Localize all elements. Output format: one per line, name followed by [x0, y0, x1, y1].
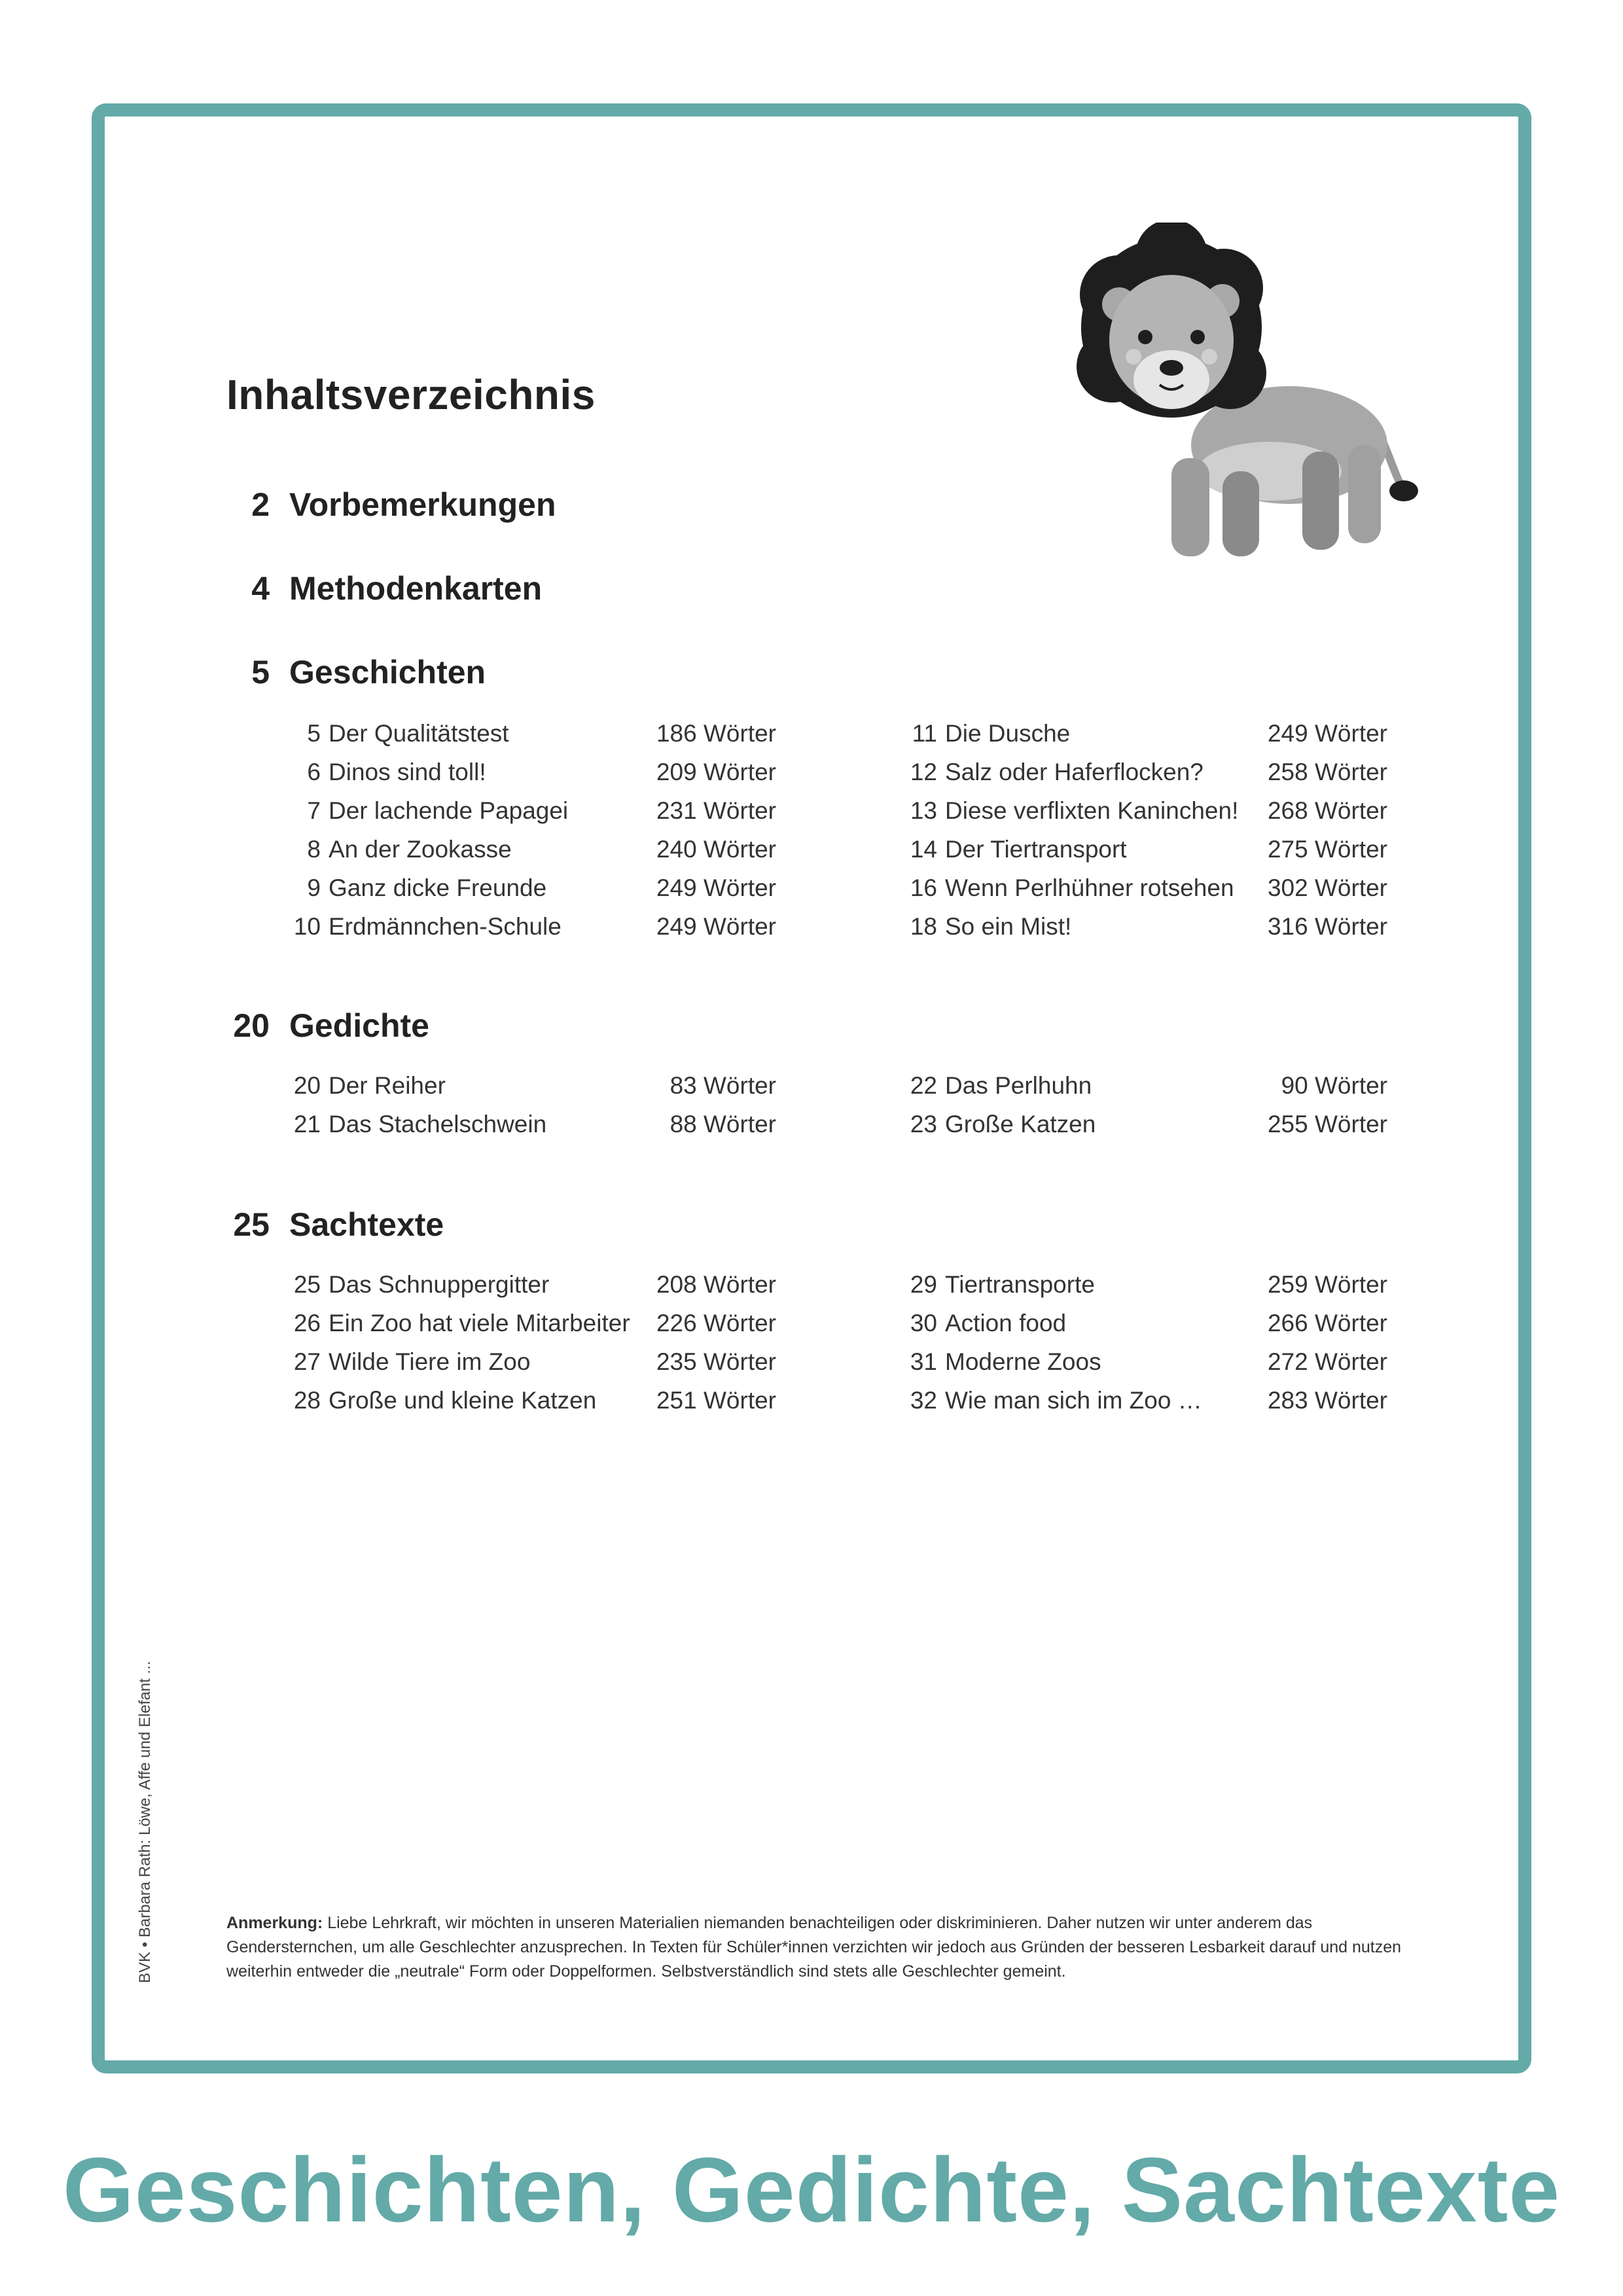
entry-title: Das Schnuppergitter	[329, 1271, 550, 1298]
entry-title: Das Stachelschwein	[329, 1111, 547, 1138]
section-page: 2	[251, 486, 270, 523]
entry-page: 31	[910, 1348, 937, 1375]
section-page: 5	[251, 654, 270, 691]
toc-entry	[910, 874, 1387, 902]
toc-entry	[307, 836, 776, 863]
toc-entry	[910, 1111, 1387, 1138]
entry-title: Der lachende Papagei	[329, 797, 569, 824]
annotation-note	[226, 1911, 1404, 1984]
entry-title: Wenn Perlhühner rotsehen	[945, 874, 1234, 901]
entry-page: 23	[910, 1111, 937, 1138]
toc-entry	[293, 1271, 776, 1299]
entry-word-count: 251 Wörter	[656, 1387, 776, 1414]
section-label: Geschichten	[289, 654, 486, 691]
entry-page: 29	[910, 1271, 937, 1298]
entry-word-count: 90 Wörter	[1281, 1072, 1387, 1099]
entry-title: Diese verflixten Kaninchen!	[945, 797, 1239, 824]
entry-title: Der Tiertransport	[945, 836, 1127, 863]
section-page: 20	[233, 1007, 270, 1044]
entry-page: 11	[912, 720, 937, 747]
entry-word-count: 259 Wörter	[1267, 1271, 1387, 1298]
toc-entry	[910, 759, 1387, 786]
entry-word-count: 302 Wörter	[1267, 874, 1387, 901]
entry-page: 12	[910, 759, 937, 785]
entry-title: Wilde Tiere im Zoo	[329, 1348, 531, 1375]
entry-word-count: 316 Wörter	[1267, 913, 1387, 940]
section-geschichten	[251, 653, 486, 691]
entry-title: Dinos sind toll!	[329, 759, 486, 785]
entry-title: Das Perlhuhn	[945, 1072, 1092, 1099]
toc-entry	[910, 913, 1387, 941]
entry-page: 10	[293, 913, 321, 940]
entry-word-count: 186 Wörter	[656, 720, 776, 747]
section-page: 25	[233, 1206, 270, 1243]
section-gedichte	[233, 1007, 429, 1045]
entry-word-count: 83 Wörter	[669, 1072, 776, 1099]
toc-entry	[307, 720, 776, 747]
entry-title: Moderne Zoos	[945, 1348, 1101, 1375]
section-label: Sachtexte	[289, 1206, 444, 1243]
toc-entry	[293, 1387, 776, 1414]
entry-page: 21	[293, 1111, 321, 1138]
entry-page: 28	[293, 1387, 321, 1414]
toc-entry	[910, 1387, 1387, 1414]
entry-word-count: 249 Wörter	[1267, 720, 1387, 747]
entry-word-count: 272 Wörter	[1267, 1348, 1387, 1375]
entry-title: Ganz dicke Freunde	[329, 874, 547, 901]
section-label: Vorbemerkungen	[289, 486, 556, 523]
entry-page: 20	[293, 1072, 321, 1099]
entry-word-count: 268 Wörter	[1267, 797, 1387, 824]
entry-title: An der Zookasse	[329, 836, 512, 863]
toc-entry	[307, 759, 776, 786]
entry-page: 18	[910, 913, 937, 940]
entry-page: 8	[307, 836, 321, 863]
entry-page: 9	[307, 874, 321, 901]
toc-entry	[293, 1310, 776, 1337]
toc-entry	[293, 913, 776, 941]
toc-entry	[910, 797, 1387, 825]
entry-word-count: 266 Wörter	[1267, 1310, 1387, 1336]
entry-page: 22	[910, 1072, 937, 1099]
entry-title: Der Reiher	[329, 1072, 446, 1099]
toc-entry	[910, 1348, 1387, 1376]
entry-word-count: 275 Wörter	[1267, 836, 1387, 863]
entry-word-count: 231 Wörter	[656, 797, 776, 824]
section-label: Methodenkarten	[289, 570, 543, 607]
entry-word-count: 235 Wörter	[656, 1348, 776, 1375]
entry-page: 32	[910, 1387, 937, 1414]
entry-word-count: 249 Wörter	[656, 874, 776, 901]
entry-page: 27	[293, 1348, 321, 1375]
entry-page: 13	[910, 797, 937, 824]
entry-title: Die Dusche	[945, 720, 1071, 747]
entry-page: 16	[910, 874, 937, 901]
entry-word-count: 88 Wörter	[669, 1111, 776, 1138]
entry-word-count: 249 Wörter	[656, 913, 776, 940]
toc-entry	[910, 836, 1387, 863]
entry-title: Action food	[945, 1310, 1067, 1336]
entry-word-count: 208 Wörter	[656, 1271, 776, 1298]
toc-entry	[293, 1111, 776, 1138]
entry-title: Große und kleine Katzen	[329, 1387, 597, 1414]
entry-title: Ein Zoo hat viele Mitarbeiter	[329, 1310, 630, 1336]
entry-title: Der Qualitätstest	[329, 720, 509, 747]
entry-page: 14	[910, 836, 937, 863]
entry-title: Wie man sich im Zoo …	[945, 1387, 1202, 1414]
entry-title: Erdmännchen-Schule	[329, 913, 562, 940]
entry-page: 6	[307, 759, 321, 785]
entry-title: Tiertransporte	[945, 1271, 1095, 1298]
entry-page: 5	[307, 720, 321, 747]
note-text: Liebe Lehrkraft, wir möchten in unseren Materialien niemanden benachteiligen oder diskriminieren. Daher nutzen wir unter anderem das Gendersternchen, um alle Geschlechter anzusprechen. In Texten für Schüler*innen verzichten wir jedoch aus Gründen der besseren Lesbarkeit darauf und nutzen weiterhin entweder die „neutrale“ Form oder Doppelformen. Selbstverständlich sind stets alle Geschlechter gemeint.	[226, 1914, 1402, 1981]
entry-word-count: 258 Wörter	[1267, 759, 1387, 785]
banner-title: Geschichten, Gedichte, Sachtexte	[62, 2138, 1561, 2241]
entry-page: 25	[293, 1271, 321, 1298]
section-label: Gedichte	[289, 1007, 429, 1044]
toc-entry	[307, 874, 776, 902]
entry-title: Salz oder Haferflocken?	[945, 759, 1204, 785]
entry-page: 30	[910, 1310, 937, 1336]
toc-entry	[910, 1271, 1387, 1299]
toc-entry	[910, 1072, 1387, 1100]
section-methodenkarten	[251, 569, 543, 607]
entry-title: So ein Mist!	[945, 913, 1072, 940]
toc-title: Inhaltsverzeichnis	[226, 371, 596, 418]
note-label: Anmerkung:	[226, 1914, 323, 1932]
toc-entry	[293, 1348, 776, 1376]
entry-word-count: 209 Wörter	[656, 759, 776, 785]
entry-word-count: 240 Wörter	[656, 836, 776, 863]
section-vorbemerkungen	[251, 486, 556, 524]
entry-page: 26	[293, 1310, 321, 1336]
section-sachtexte	[233, 1206, 444, 1244]
entry-word-count: 226 Wörter	[656, 1310, 776, 1336]
toc-entry	[912, 720, 1387, 747]
toc-entry	[293, 1072, 776, 1100]
side-credit: BVK • Barbara Rath: Löwe, Affe und Elefant ...	[136, 1660, 154, 1983]
entry-word-count: 255 Wörter	[1267, 1111, 1387, 1138]
entry-word-count: 283 Wörter	[1267, 1387, 1387, 1414]
toc-entry	[307, 797, 776, 825]
toc-entry	[910, 1310, 1387, 1337]
section-page: 4	[251, 570, 270, 607]
entry-page: 7	[307, 797, 321, 824]
entry-title: Große Katzen	[945, 1111, 1096, 1138]
lion-icon	[1073, 223, 1427, 569]
